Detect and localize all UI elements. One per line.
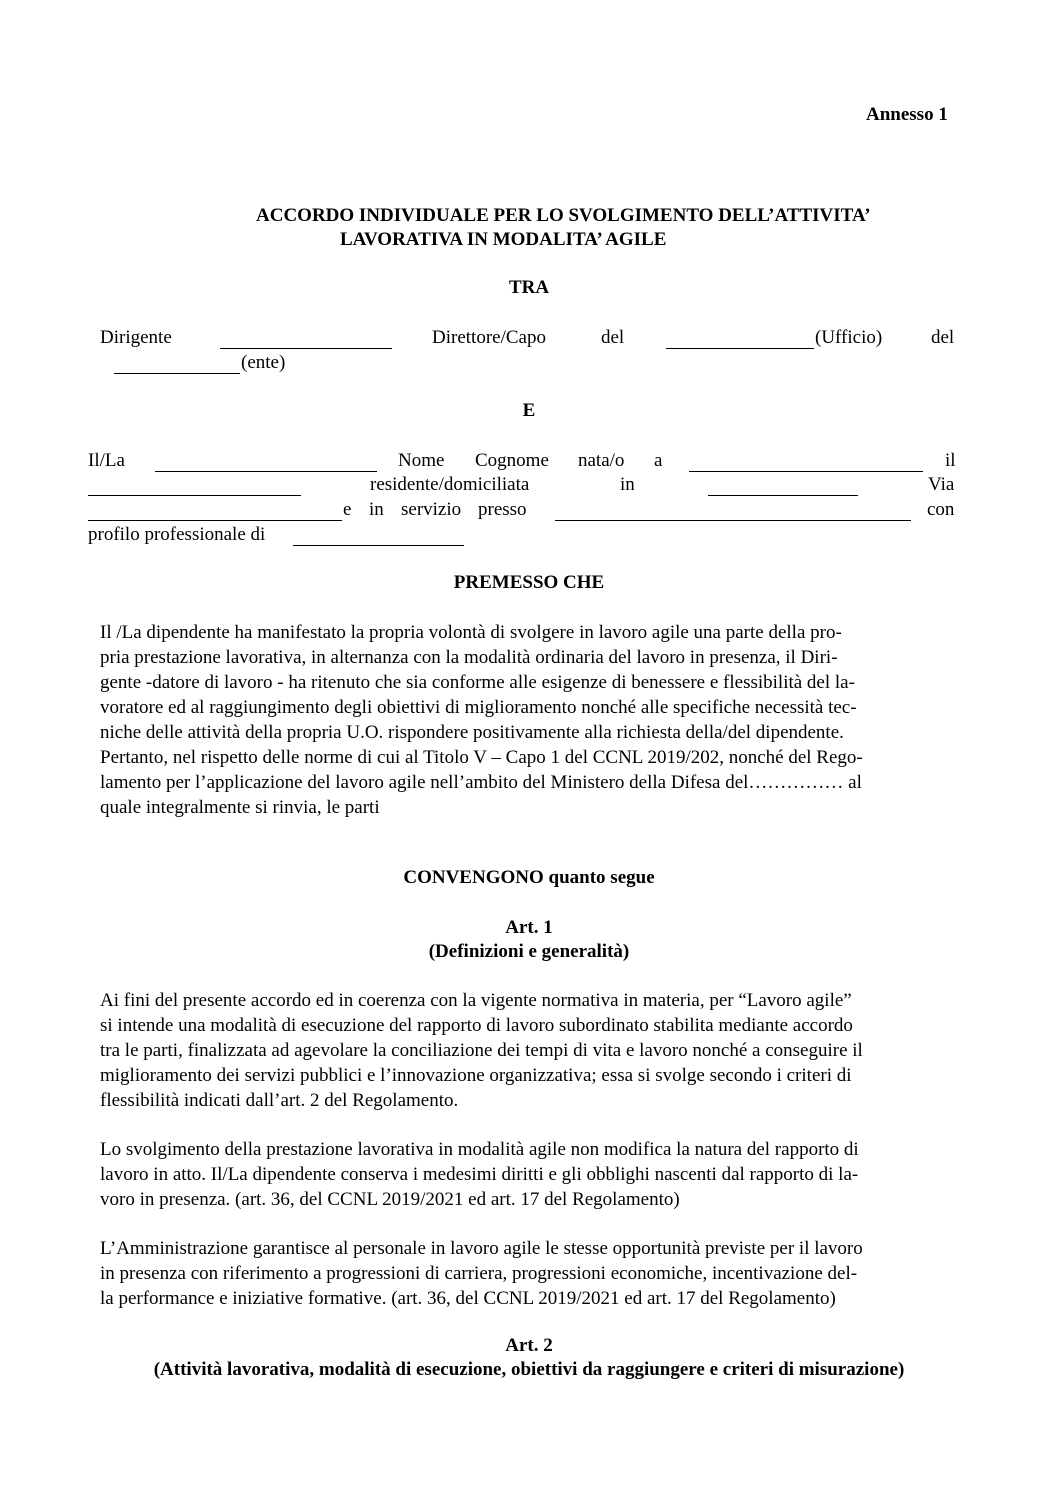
il-la-label: Il/La <box>88 450 125 471</box>
in-label: in <box>620 474 635 495</box>
birthdate-blank[interactable] <box>88 477 301 496</box>
annex-label: Annesso 1 <box>866 104 948 125</box>
title-line-1: ACCORDO INDIVIDUALE PER LO SVOLGIMENTO DELL’ATTIVITA’ <box>256 205 871 226</box>
presso-blank[interactable] <box>555 502 911 521</box>
nato-label: nata/o <box>578 450 625 471</box>
ufficio-label: (Ufficio) <box>815 327 883 348</box>
street-blank[interactable] <box>88 502 342 521</box>
premesso-line: Il /La dipendente ha manifestato la propria volontà di svolgere in lavoro agile una parte della pro- <box>100 622 842 643</box>
art2-subtitle: (Attività lavorativa, modalità di esecuzione, obiettivi da raggiungere e criteri di misurazione) <box>153 1359 905 1380</box>
art2-title: Art. 2 <box>505 1335 553 1356</box>
tra-heading: TRA <box>508 277 550 298</box>
nome-label: Nome <box>398 450 445 471</box>
con-label: con <box>927 499 955 520</box>
art1-p1-line: tra le parti, finalizzata ad agevolare la conciliazione dei tempi di vita e lavoro nonché a conseguire il <box>100 1040 863 1061</box>
art1-p3-line: in presenza con riferimento a progressioni di carriera, progressioni economiche, incentivazione del- <box>100 1263 858 1284</box>
via-label: Via <box>928 474 955 495</box>
del-label-2: del <box>931 327 955 348</box>
premesso-line: lamento per l’applicazione del lavoro agile nell’ambito del Ministero della Difesa del…………… al <box>100 772 862 793</box>
convengono-heading <box>0 865 1058 890</box>
presso-label: presso <box>478 499 527 520</box>
art1-p1-line: flessibilità indicati dall’art. 2 del Regolamento. <box>100 1090 459 1111</box>
title-line-2: LAVORATIVA IN MODALITA’ AGILE <box>340 229 667 250</box>
art1-subtitle: (Definizioni e generalità) <box>428 941 630 962</box>
e-label: e <box>343 499 352 520</box>
art1-p2-line: voro in presenza. (art. 36, del CCNL 2019/2021 ed art. 17 del Regolamento) <box>100 1189 680 1210</box>
servizio-label: servizio <box>401 499 462 520</box>
art1-p2-line: lavoro in atto. Il/La dipendente conserva i medesimi diritti e gli obblighi nascenti dal rapporto di la- <box>100 1164 859 1185</box>
ufficio-blank[interactable] <box>666 330 814 349</box>
profilo-label: profilo professionale di <box>88 524 266 545</box>
art1-p3-line: L’Amministrazione garantisce al personale in lavoro agile le stesse opportunità previste per il lavoro <box>100 1238 863 1259</box>
premesso-line: quale integralmente si rinvia, le parti <box>100 797 380 818</box>
profilo-blank[interactable] <box>293 527 464 546</box>
premesso-line: pria prestazione lavorativa, in alternanza con la modalità ordinaria del lavoro in presenza, il Diri- <box>100 647 838 668</box>
premesso-line: gente -datore di lavoro - ha ritenuto che sia conforme alle esigenze di benessere e flessibilità del la- <box>100 672 855 693</box>
premesso-heading: PREMESSO CHE <box>453 572 605 593</box>
del-label-1: del <box>601 327 625 348</box>
convengono-bold: CONVENGONO <box>403 867 544 888</box>
e-heading: E <box>522 400 536 421</box>
premesso-line: Pertanto, nel rispetto delle norme di cui al Titolo V – Capo 1 del CCNL 2019/202, nonché del Rego- <box>100 747 863 768</box>
il-la-blank[interactable] <box>155 453 377 472</box>
ente-label: (ente) <box>241 352 286 373</box>
direttore-label: Direttore/Capo <box>432 327 546 348</box>
art1-title: Art. 1 <box>505 917 553 938</box>
dirigente-label: Dirigente <box>100 327 172 348</box>
dirigente-blank[interactable] <box>220 330 392 349</box>
il-label: il <box>945 450 956 471</box>
in2-label: in <box>369 499 384 520</box>
art1-p3-line: la performance e iniziative formative. (art. 36, del CCNL 2019/2021 ed art. 17 del Regolamento) <box>100 1288 836 1309</box>
premesso-line: voratore ed al raggiungimento degli obiettivi di miglioramento nonché alle specifiche necessità tec- <box>100 697 857 718</box>
art1-p1-line: si intende una modalità di esecuzione del rapporto di lavoro subordinato stabilita mediante accordo <box>100 1015 853 1036</box>
art1-p2-line: Lo svolgimento della prestazione lavorativa in modalità agile non modifica la natura del rapporto di <box>100 1139 859 1160</box>
birthplace-blank[interactable] <box>689 453 923 472</box>
convengono-rest: quanto segue <box>543 867 655 888</box>
residente-label: residente/domiciliata <box>370 474 530 495</box>
premesso-line: niche delle attività della propria U.O. rispondere positivamente alla richiesta della/del dipendente. <box>100 722 844 743</box>
residence-blank[interactable] <box>708 477 858 496</box>
art1-p1-line: Ai fini del presente accordo ed in coerenza con la vigente normativa in materia, per “Lavoro agile” <box>100 990 852 1011</box>
a-label: a <box>654 450 663 471</box>
art1-p1-line: miglioramento dei servizi pubblici e l’innovazione organizzativa; essa si svolge secondo i criteri di <box>100 1065 852 1086</box>
ente-blank[interactable] <box>114 355 240 374</box>
cognome-label: Cognome <box>475 450 549 471</box>
